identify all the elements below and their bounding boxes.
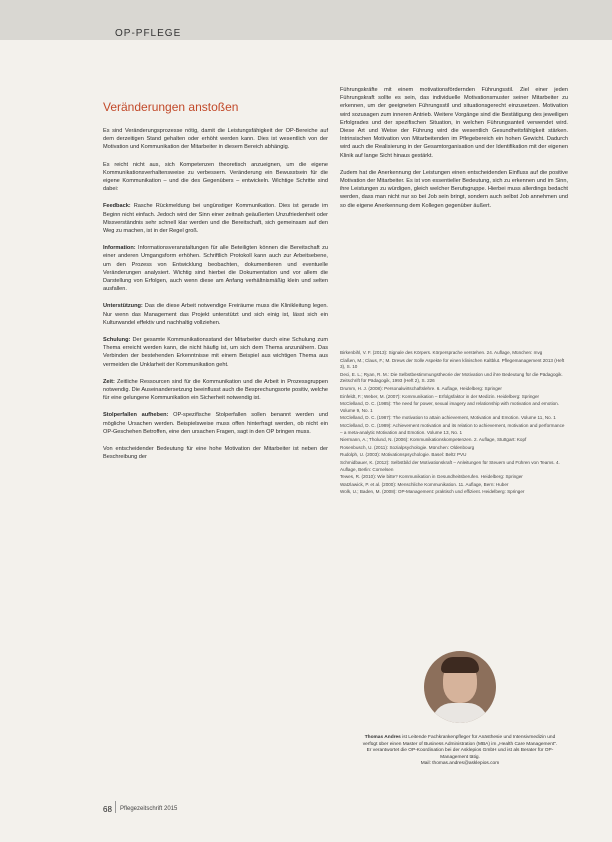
reference-item: Niermann, A.; Tholund, N. (2006): Kommunikationskompetenzen. 2. Auflage, Stuttgart: Kopf	[340, 437, 527, 443]
reference-item: Rosenbusch, U. (2011): Sozialpsychologie. München: Oldenbourg	[340, 444, 475, 450]
reference-item: McClelland, D. C. (1987): The motivation to attain achievement, Motivation and Emotion. Volume 11, No. 1	[340, 415, 556, 421]
paragraph-lead: Zeit:	[103, 378, 117, 385]
reference-item: Watzlawick, P. et al. (2000): Menschliche Kommunikation. 11. Auflage, Bern: Huber	[340, 481, 509, 487]
left-column	[103, 100, 328, 471]
body-paragraph	[103, 202, 328, 235]
section-label: OP-PFLEGE	[115, 28, 182, 39]
paragraph-text: Es sind Veränderungsprozesse nötig, damit die Leistungsfähigkeit der OP-Bereiche auf dem derzeitigen Stand gehalten oder erhöht werden kann. Dies ist wesentlich von der Motivation und Kommunikation der Mitarbeiter in diesem Bereich abhängig.	[103, 128, 328, 151]
header-bar	[0, 0, 612, 40]
reference-item: Rudolph, U. (2003): Motivationspsychologie. Basel: Beltz PVU	[340, 452, 467, 458]
reference-item: Birkenbihl, V. F. (2013): Signale des Körpers. Körpersprache verstehen. 24. Auflage, München: mvg	[340, 350, 543, 355]
paragraph-lead: Stolperfallen aufheben:	[103, 412, 174, 419]
reference-item: McClelland, D. C. (1989): Achievement motivation and its relation to achievement, motivation and performance – a meta-analytic Motivation and Emotion. Volume 13, No. 1	[340, 422, 565, 435]
body-paragraph	[103, 336, 328, 369]
page-number: 68	[103, 805, 112, 814]
reference-item: Tewes, R. (2010): Wie bitte? Kommunikation in Gesundheitsberufen. Heidelberg: Springer	[340, 474, 523, 480]
body-paragraph: Zudem hat die Anerkennung der Leistungen einen entscheidenden Einfluss auf die positive Motivation der Mitarbeiter. Es ist von essentieller Bedeutung, sich zu erkennen und im Sinn, ihre Leistungen zu würdigen, gleich welcher Berufsgruppe. Hierbei muss allerdings bedacht werden, dass man nicht nur so bei Job sein bringt, sondern auch selbst Job annehmen und so die eigene Anerkennung dem Kollegen gegenüber äußert.	[340, 169, 568, 209]
reference-item: Drumm, H. J. (2008): Personalwirtschaftslehre. 6. Auflage, Heidelberg: Springer	[340, 385, 502, 391]
paragraph-lead: Unterstützung:	[103, 303, 145, 310]
body-paragraph	[103, 378, 328, 403]
reference-item: Deci, E. L.; Ryan, R. M.: Die Selbstbestimmungstheorie der Motivation und ihre Bedeutung für die Pädagogik. Zeitschrift für Pädagogik, 1993 (Heft 2), S. 226	[340, 371, 563, 384]
reference-item: Claßen, M.; Claus, F.; M. Drews der Solle Aspekte für einen klinischen Kaltblut. Pflegemanagement 2013 (Heft 3), S. 10	[340, 357, 565, 370]
journal-name: Pflegezeitschrift 2015	[120, 806, 178, 812]
reference-item: Wolk, U.; Baden, M. (2008): OP-Management: praktisch und effizient. Heidelberg: Springer	[340, 489, 525, 495]
body-paragraph	[103, 161, 328, 194]
paragraph-text: Rasche Rückmeldung bei ungünstiger Kommunikation. Dies ist gerade im Beginn nicht einfach. Jedoch wird der Sinn einer zeitnah geäußerten Unzufriedenheit oder Missverständnis sehr schnell klar werden und die Bereitschaft, sich gemeinsam auf den Weg zu machen, ist in der Regel groß.	[103, 203, 328, 235]
author-photo	[424, 651, 496, 723]
reference-item: McClelland, D. C. (1985): The need for power, sexual imagery and relationship with motivation and emotion. Volume 9, No. 1	[340, 401, 559, 413]
left-paragraphs	[103, 127, 328, 462]
paragraph-text: Der gesamte Kommunikationsstand der Mitarbeiter durch eine Schulung zum Thema erreicht werden kann, die nicht häufig ist, um sich dem Thema anzunähern. Das Verbinden der bestehenden Erkenntnisse mit einem Beispiel aus wichtigen Thema aus vermeiden die Unklarheit der Kommunikation geht.	[103, 337, 328, 368]
article-title: Veränderungen anstoßen	[103, 100, 239, 114]
author-bio	[360, 735, 560, 768]
paragraph-text: Das die diese Arbeit notwendige Freiräume muss die Klinikleitung legen. Nur wenn das Management das Projekt unterstützt und sich einig ist, lässt sich ein Kulturwandel effektiv und nachhaltig vollziehen.	[103, 303, 328, 326]
reference-item: Einfeldt, F.; Weber, M. (2007): Kommunikation – Erfolgsfaktor in der Medizin. Heidelberg: Springer	[340, 393, 540, 399]
right-column	[340, 86, 568, 219]
body-paragraph	[103, 445, 328, 461]
paragraph-lead: Information:	[103, 245, 139, 252]
body-paragraph: Führungskräfte mit einem motivationsfördernden Führungsstil. Ziel einer jeden Führungskraft sollte es sein, das individuelle Motivationsmuster seiner Mitarbeiter zu erkennen, um der geeigneten Führungsstil und situationsgerecht einzusetzen. Motivation wird sozusagen zum inneren Antrieb. Weitere Vorgänge sind die Bestätigung des jeweiligen Erfolgrades und der spezifischen Situation, in welchen Führungsanteil verwendet wird. Diese Art und Weise der Führung wird die wesentlich Gesundheitsfähigkeit stärken. Intrinsischen Motivation von Mitarbeitenden im Pflegebereich ein hohen Gewicht. Dadurch wird auch die Realisierung in der Gesamtorganisation und der Identifikation mit der eigenen Klinik auf lange Sicht hinaus gestärkt.	[340, 87, 568, 159]
paragraph-text: OP-spezifische Stolperfallen sollen benannt werden und mögliche Ursachen werden. Beispielsweise muss offen hinterfragt werden, ob nicht ein OP-Geschehen Betroffen, eine den ursachen Fragen, sagt in den OP bringen muss.	[103, 412, 329, 435]
body-paragraph	[103, 127, 328, 152]
body-paragraph	[103, 302, 328, 327]
paragraph-lead: Feedback:	[103, 203, 134, 210]
footer-divider	[115, 801, 116, 813]
paragraph-lead: Schulung:	[103, 337, 133, 344]
body-paragraph	[103, 244, 328, 293]
paragraph-text: Informationsveranstaltungen für alle Beteiligten können die Bereitschaft zu einer anderen Umgangsform erhöhen. Schriftlich Protokoll kann auch zur Arbeitsebene, um den Prozess von Entwicklung beobachten, dokumentieren und eventuelle Veränderungen analysiert. Wichtig sind hierbei die Dokumentation und vor allem die Darstellung von Erfolgen, auch wenn diese am Anfang verhältnismäßig klein und selten ausfallen.	[103, 245, 328, 293]
paragraph-text: Zeitliche Ressourcen sind für die Kommunikation und die Arbeit in Prozessgruppen notwendig. Die Auseinandersetzung beeinflusst auch die Besprechungsorte positiv, welche für eine gelungene Kommunikation ein Sicherheit notwendig ist.	[103, 378, 328, 402]
author-contact: Mail: thomas.andres@asklepios.com	[420, 761, 500, 767]
paragraph-text: Es reicht nicht aus, sich Kompetenzen theoretisch anzueignen, um die eigene Kommunikationsverhaltensweise zu verbessern. Veränderung ein Bewusstsein für die eigene Kommunikation – und die des Gegenübers – entwickeln. Wichtige Schritte sind dabei:	[103, 161, 328, 193]
right-paragraphs	[340, 86, 568, 210]
paragraph-text: Von entscheidender Bedeutung für eine hohe Motivation der Mitarbeiter ist neben der Beschreibung der	[103, 446, 328, 461]
body-paragraph	[103, 411, 328, 436]
author-bio-text: ist Leitende Fachkrankenpfleger für Anästhesie und Intensivmedizin und verfügt über einen Master of Business Administration (MBA) im „Health Care Management". Er verantwortet die OP-Koordination bei der Asklepios GmbH und ist als Berater für OP-Management tätig.	[362, 735, 558, 760]
author-name: Thomas Andres	[364, 735, 401, 740]
reference-item: Schmidbauer, K. (2012): Selbstbild der Motivationskraft – Anleitungen für Steuern und Führen von Teams. 4. Auflage, Berlin: Cornelsen	[340, 459, 560, 472]
references-list	[340, 350, 568, 497]
